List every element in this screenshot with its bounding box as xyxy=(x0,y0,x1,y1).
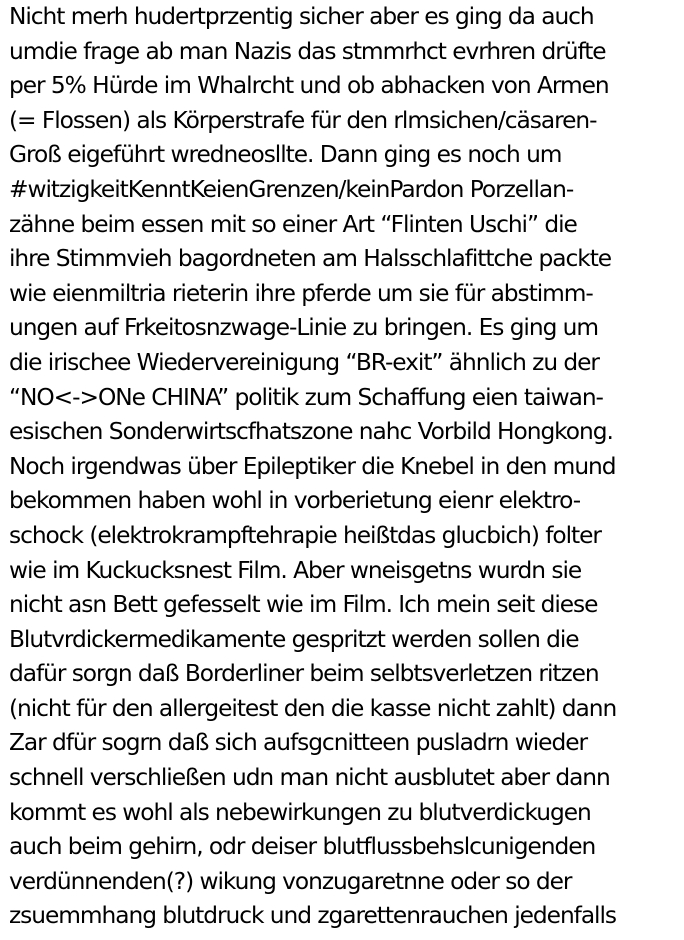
text-line: auch beim gehirn, odr deiser blutflussbehslcunigenden xyxy=(9,833,596,861)
text-line: nicht asn Bett gefesselt wie im Film. Ich mein seit diese xyxy=(9,591,598,619)
text-line: bekommen haben wohl in vorberietung eienr elektro- xyxy=(9,487,581,515)
text-line: kommt es wohl als nebewirkungen zu blutverdickugen xyxy=(9,798,591,826)
text-line: ihre Stimmvieh bagordneten am Halsschlafittche packte xyxy=(9,245,612,273)
text-line: dafür sorgn daß Borderliner beim selbtsverletzen ritzen xyxy=(9,660,599,688)
text-line: ungen auf Frkeitosnzwage-Linie zu bringen. Es ging um xyxy=(9,314,599,342)
text-line: zsuemmhang blutdruck und zgarettenrauchen jedenfalls xyxy=(9,902,616,930)
text-line: Blutvrdickermedikamente gespritzt werden sollen die xyxy=(9,625,579,653)
text-line: per 5% Hürde im Whalrcht und ob abhacken von Armen xyxy=(9,72,609,100)
text-line: umdie frage ab man Nazis das stmmrhct evrhren drüfte xyxy=(9,37,606,65)
text-line: die irischee Wiedervereinigung “BR-exit” ähnlich zu der xyxy=(9,348,599,376)
text-line: Groß eigeführt wredneosllte. Dann ging es noch um xyxy=(9,141,562,169)
text-line: verdünnenden(?) wikung vonzugaretnne oder so der xyxy=(9,867,572,895)
text-line: #witzigkeitKenntKeienGrenzen/keinPardon Porzellan- xyxy=(9,175,574,203)
body-text xyxy=(9,0,679,934)
text-line: schock (elektrokrampftehrapie heißtdas glucbich) folter xyxy=(9,521,601,549)
text-line: wie eienmiltria rieterin ihre pferde um sie für abstimm- xyxy=(9,279,593,307)
text-line: (nicht für den allergeitest den die kasse nicht zahlt) dann xyxy=(9,694,617,722)
text-line: esischen Sonderwirtscfhatszone nahc Vorbild Hongkong. xyxy=(9,418,613,446)
text-line: schnell verschließen udn man nicht ausblutet aber dann xyxy=(9,764,610,792)
text-line: Zar dfür sogrn daß sich aufsgcnitteen pusladrn wieder xyxy=(9,729,588,757)
text-line: Noch irgendwas über Epileptiker die Knebel in den mund xyxy=(9,452,616,480)
text-line: “NO<->ONe CHINA” politik zum Schaffung eien taiwan- xyxy=(9,383,603,411)
text-line: Nicht merh hudertprzentig sicher aber es ging da auch xyxy=(9,3,594,30)
text-line: wie im Kuckucksnest Film. Aber wneisgetns wurdn sie xyxy=(9,556,582,584)
text-line: zähne beim essen mit so einer Art “Flinten Uschi” die xyxy=(9,210,577,238)
text-line: (= Flossen) als Körperstrafe für den rlmsichen/cäsaren- xyxy=(9,106,597,134)
